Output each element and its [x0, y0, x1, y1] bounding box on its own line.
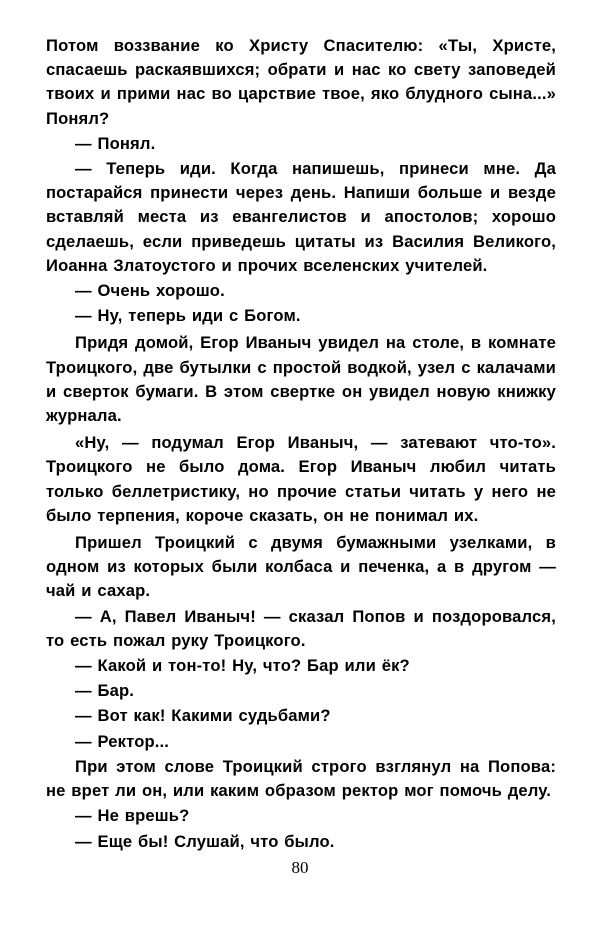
paragraph-12: — Вот как! Какими судьбами?: [75, 706, 331, 726]
paragraph-2: — Понял.: [75, 133, 156, 153]
paragraph-11: — Бар.: [75, 681, 135, 701]
paragraph-10: — Какой и тон-то! Ну, что? Бар или ёк?: [75, 656, 410, 676]
paragraph-13: — Ректор...: [75, 731, 170, 751]
paragraph-3: — Теперь иди. Когда напишешь, принеси мне. Да постарайся принести через день. Напиши больше и везде вставляй места из евангелистов и апостолов; хорошо сделаешь, если приведешь цитаты из Василия Великого, Иоанна Златоустого и прочих вселенских учителей.: [46, 159, 556, 275]
paragraph-8: Пришел Троицкий с двумя бумажными узелками, в одном из которых были колбаса и печенка, а в другом — чай и сахар.: [46, 533, 556, 601]
paragraph-15: — Не врешь?: [75, 806, 190, 826]
page-text-block: [46, 34, 556, 854]
page-number: 80: [291, 858, 309, 877]
paragraph-4: — Очень хорошо.: [75, 281, 225, 301]
paragraph-9: — А, Павел Иваныч! — сказал Попов и поздоровался, то есть пожал руку Троицкого.: [46, 606, 556, 650]
paragraph-5: — Ну, теперь иди с Богом.: [75, 306, 301, 326]
paragraph-7: «Ну, — подумал Егор Иваныч, — затевают что-то». Троицкого не было дома. Егор Иваныч любил читать только беллетристику, но прочие статьи читать у него не было терпения, короче сказать, он не понимал их.: [46, 433, 556, 525]
paragraph-1: Потом воззвание ко Христу Спасителю: «Ты, Христе, спасаешь раскаявшихся; обрати и нас ко свету заповедей твоих и прими нас во царствие твое, яко блудного сына...» Понял?: [46, 36, 556, 128]
paragraph-14: При этом слове Троицкий строго взглянул на Попова: не врет ли он, или каким образом ректор мог помочь делу.: [46, 756, 556, 801]
paragraph-16: — Еще бы! Слушай, что было.: [75, 831, 335, 851]
paragraph-6: Придя домой, Егор Иваныч увидел на столе, в комнате Троицкого, две бутылки с простой водкой, узел с калачами и сверток бумаги. В этом свертке он увидел новую книжку журнала.: [46, 333, 556, 426]
